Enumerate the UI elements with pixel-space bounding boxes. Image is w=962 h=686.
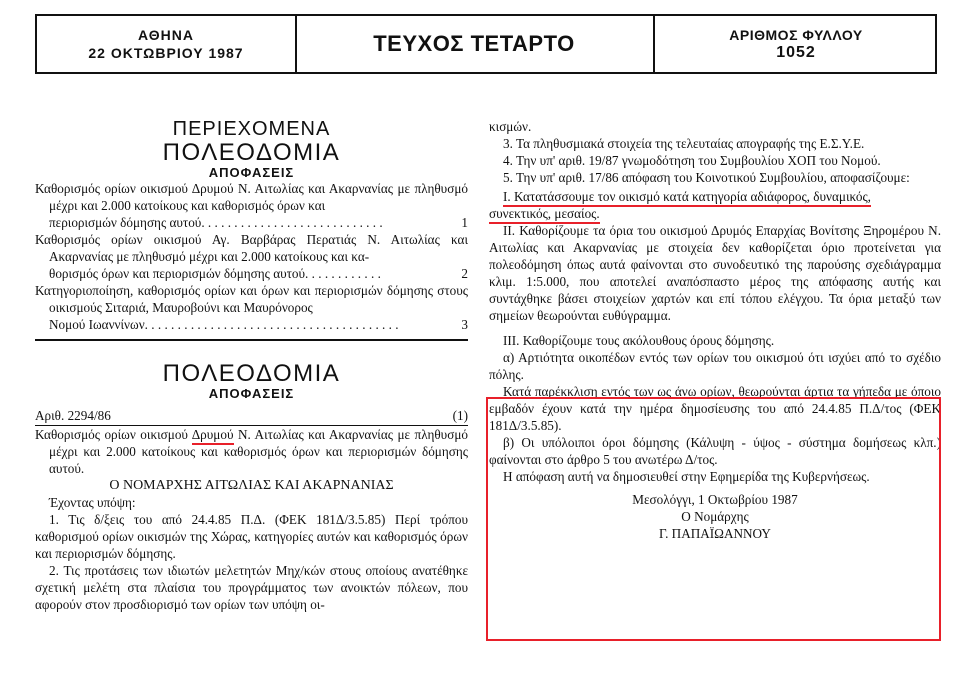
classification-underlined: Ι. Κατατάσσουμε τον οικισμό κατά κατηγορία αδιάφορος, δυναμικός, συνεκτικός, μεσαίος. (489, 188, 941, 222)
sheet-number: 1052 (776, 44, 816, 61)
decision-authority: Ο ΝΟΜΑΡΧΗΣ ΑΙΤΩΛΙΑΣ ΚΑΙ ΑΚΑΡΝΑΝΙΑΣ (109, 478, 394, 493)
place-date: Μεσολόγγι, 1 Οκτωβρίου 1987 (632, 492, 798, 507)
decision-number: Αριθ. 2294/86 (35, 408, 111, 423)
decision-section: ΠΟΛΕΟΔΟΜΙΑ (162, 360, 341, 387)
contents-title: ΠΕΡΙΕΧΟΜΕΝΑ (172, 118, 331, 140)
toc-item: Καθορισμός ορίων οικισμού Αγ. Βαρβάρας Περατιάς Ν. Αιτωλίας και Ακαρνανίας με πληθυσμό μέχρι και 2.000 κατοίκους και κα- θορισμός όρων και περιορισμών δόμησης αυτού. . . . . . . . . . . . 2 (35, 232, 468, 281)
decision-subsection: ΑΠΟΦΑΣΕΙΣ (208, 386, 295, 401)
annotation-box (486, 397, 941, 641)
considering: Έχοντας υπόψη: (49, 495, 136, 510)
toc-page: 2 (461, 266, 468, 281)
signer-title: Ο Νομάρχης (681, 509, 749, 524)
paragraph-publish: Η απόφαση αυτή να δημοσιευθεί στην Εφημερίδα της Κυβερνήσεως. (503, 469, 870, 484)
toc-page: 1 (461, 215, 468, 230)
contents-section: ΠΟΛΕΟΔΟΜΙΑ (162, 139, 341, 166)
continuation: κισμών. (489, 119, 532, 134)
toc-page: 3 (461, 317, 468, 332)
toc-item: Καθορισμός ορίων οικισμού Δρυμού Ν. Αιτωλίας και Ακαρνανίας με πληθυσμό μέχρι και 2.000 κατοίκους και καθορισμός όρων και περιορισμών δόμησης αυτού. . . . . . . . . . . . . . . . . . . . . . . . . . . . 1 (35, 181, 468, 230)
header-city-date (37, 16, 297, 72)
header-sheet (653, 16, 937, 72)
paragraph-5: 5. Την υπ' αριθ. 17/86 απόφαση του Κοινοτικού Συμβουλίου, αποφασίζουμε: (503, 170, 910, 185)
place-name-underlined: Δρυμού (192, 427, 234, 445)
paragraph-2: 2. Τις προτάσεις των ιδιωτών μελετητών Μηχ/κών στους οποίους ανατέθηκε σχετική μελέτη στα πλαίσια του προγράμματος των ανοικτών πόλεων, που αφορούν στον προσδιορισμό των ορίων των υπόψη οι- (35, 563, 468, 612)
paragraph-a: α) Αρτιότητα οικοπέδων εντός των ορίων του οικισμού ότι ισχύει από το σχέδιο πόλης. (489, 350, 941, 382)
paragraph-1: 1. Τις δ/ξεις του από 24.4.85 Π.Δ. (ΦΕΚ 181Δ/3.5.85) Περί τρόπου καθορισμού ορίων οικισμών της Χώρας, κατηγορίες αυτών και καθορισμός όρων και περιορισμών δόμησης. (35, 512, 468, 561)
left-column (35, 118, 468, 613)
contents-subsection: ΑΠΟΦΑΣΕΙΣ (208, 165, 295, 180)
toc-item: Κατηγοριοποίηση, καθορισμός ορίων και όρων και περιορισμών δόμησης στους οικισμούς Σιταριά, Μαυροβούνι και Μαυρόνορος Νομού Ιωαννίνων. . . . . . . . . . . . . . . . . . . . . . . . . . . . . . . . . . . . . . . 3 (35, 283, 468, 332)
decision-subject: Καθορισμός ορίων οικισμού Δρυμού Ν. Αιτωλίας και Ακαρνανίας με πληθυσμό μέχρι και 2.000 κατοίκους και καθορισμός όρων και περιορισμών δόμησης αυτού. (35, 427, 468, 476)
paragraph-boundaries: ΙΙ. Καθορίζουμε τα όρια του οικισμού Δρυμός Επαρχίας Βονίτσης Ξηρομέρου Ν. Αιτωλίας και Ακαρνανίας με στοιχεία δεν καθορίζεται όριο προτείνεται για πολεοδόμηση όπως αυτά φαίνονται στο συνοδευτικό της παρούσης σχεδιάγραμμα κλιμ. 1:5.000, που αποτελεί αναπόσπαστο μέρος της απόφασης αυτής και συντάχθηκε βάσει στοιχείων χαρτών και επί τόπου ελέγχου. Τα όρια μεταξύ των σημείων θεωρούνται ευθύγραμμα. (489, 223, 941, 323)
sheet-label: ΑΡΙΘΜΟΣ ΦΥΛΛΟΥ (729, 27, 863, 43)
header-issue (295, 16, 653, 72)
signer-name: Γ. ΠΑΠΑΪΩΑΝΝΟΥ (659, 526, 771, 541)
decision-number-row (35, 407, 468, 424)
gazette-header (35, 14, 937, 74)
paragraph-4: 4. Την υπ' αριθ. 19/87 γνωμοδότηση του Συμβουλίου ΧΟΠ του Νομού. (503, 153, 881, 168)
paragraph-terms: ΙΙΙ. Καθορίζουμε τους ακόλουθους όρους δόμησης. (503, 333, 775, 348)
decision-index: (1) (452, 408, 468, 423)
paragraph-exception: Κατά παρέκκλιση εντός των ως άνω ορίων, θεωρούνται άρτια τα γήπεδα με όποιο εμβαδόν έχουν κατά την ημέρα δημοσίευσης του από 24.4.85 Π.Δ/τος (ΦΕΚ 181Δ/3.5.85). (489, 384, 941, 433)
issue-title: ΤΕΥΧΟΣ ΤΕΤΑΡΤΟ (373, 31, 575, 56)
header-city: ΑΘΗΝΑ (138, 27, 194, 43)
header-date: 22 ΟΚΤΩΒΡΙΟΥ 1987 (88, 45, 244, 61)
paragraph-3: 3. Τα πληθυσμιακά στοιχεία της τελευταίας απογραφής της Ε.Σ.Υ.Ε. (503, 136, 865, 151)
paragraph-b: β) Οι υπόλοιποι όροι δόμησης (Κάλυψη - ύψος - σύστημα δομήσεως κλπ.) φαίνονται στο άρθρο 5 του ανωτέρω Δ/τος. (489, 435, 941, 467)
